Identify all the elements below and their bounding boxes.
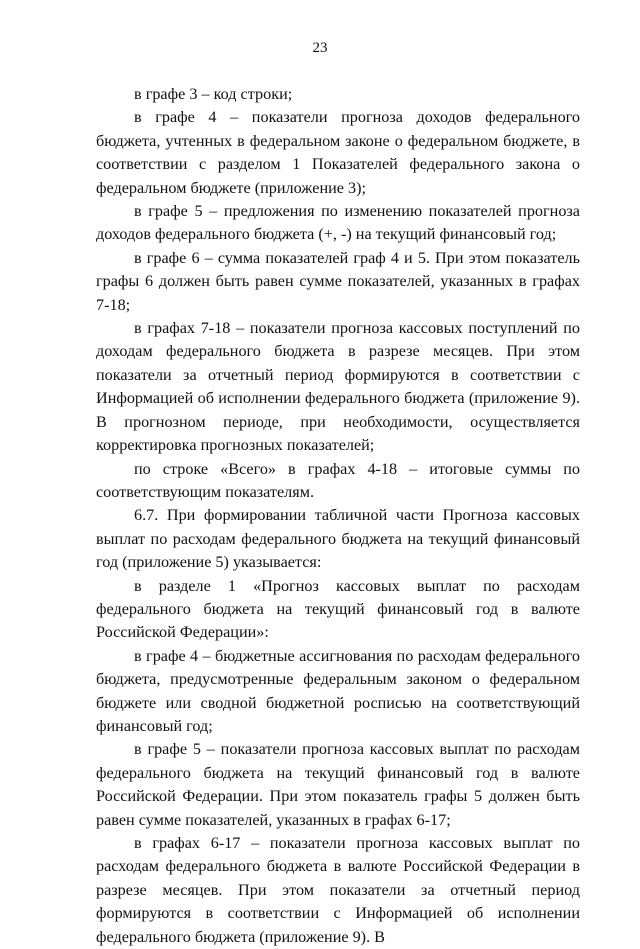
page-number: 23 xyxy=(312,40,328,56)
paragraph-grafa-4-allocations: в графе 4 – бюджетные ассигнования по расходам федерального бюджета, предусмотренные федеральным законом о федеральном бюджете или сводной бюджетной росписью на соответствующий финансовый год; xyxy=(96,646,580,735)
paragraph-grafa-3: в графе 3 – код строки; xyxy=(134,85,293,103)
paragraph-grafa-5-forecast: в графе 5 – показатели прогноза кассовых выплат по расходам федерального бюджета на текущий финансовый год в валюте Российской Федерации. При этом показатель графы 5 должен быть равен сумме показателей, указанных в графах 6-17; xyxy=(96,740,580,829)
paragraph-section-6-7: 6.7. При формировании табличной части Прогноза кассовых выплат по расходам федерального бюджета на текущий финансовый год (приложение 5) указывается: xyxy=(96,506,580,572)
paragraph-grafy-6-17: в графах 6-17 – показатели прогноза кассовых выплат по расходам федерального бюджета в валюте Российской Федерации в разрезе месяцев. При этом показатели за отчетный период формируются в соответствии с Информацией об исполнении федерального бюджета (приложение 9). В xyxy=(96,834,580,946)
paragraph-razdel-1: в разделе 1 «Прогноз кассовых выплат по расходам федерального бюджета на текущий финансовый год в валюте Российской Федерации»: xyxy=(96,576,580,642)
paragraph-grafa-6-sum: в графе 6 – сумма показателей граф 4 и 5. При этом показатель графы 6 должен быть равен сумме показателей, указанных в графах 7-18; xyxy=(96,248,580,314)
paragraph-grafy-7-18: в графах 7-18 – показатели прогноза кассовых поступлений по доходам федерального бюджета в разрезе месяцев. При этом показатели за отчетный период формируются в соответствии с Информацией об исполнении федерального бюджета (приложение 9). В прогнозном периоде, при необходимости, осуществляется корректировка прогнозных показателей; xyxy=(96,319,580,455)
paragraph-grafa-4-revenue: в графе 4 – показатели прогноза доходов федерального бюджета, учтенных в федеральном законе о федеральном бюджете, в соответствии с разделом 1 Показателей федерального закона о федеральном бюджете (приложение 3); xyxy=(96,108,580,197)
paragraph-grafa-5-proposals: в графе 5 – предложения по изменению показателей прогноза доходов федерального бюджета (+, -) на текущий финансовый год; xyxy=(96,202,580,244)
paragraph-total-row: по строке «Всего» в графах 4-18 – итоговые суммы по соответствующим показателям. xyxy=(96,459,580,501)
document-body xyxy=(96,83,580,949)
